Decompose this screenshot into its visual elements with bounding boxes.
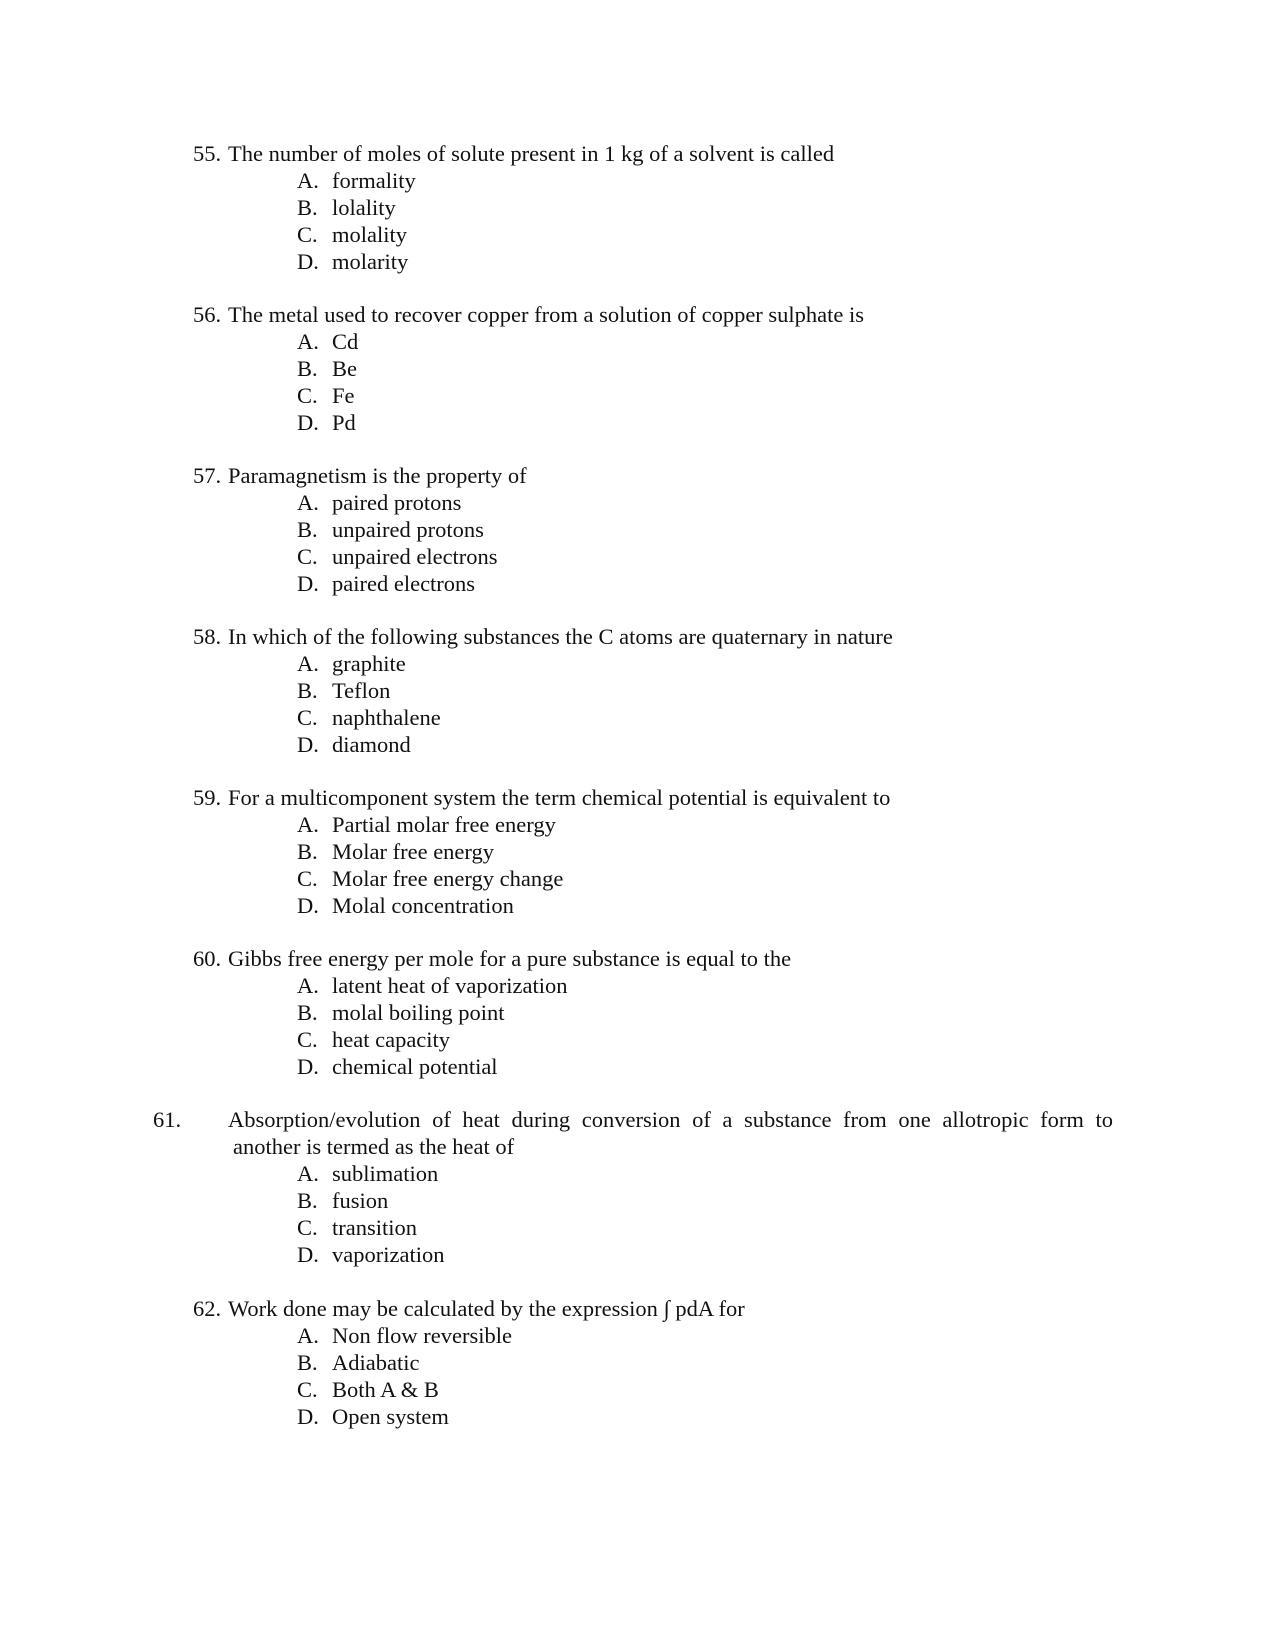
option-letter: B. <box>297 1188 318 1213</box>
question-text: Absorption/evolution of heat during conversion of a substance from one allotropic form to another is termed as the heat of <box>228 1107 1113 1159</box>
option-c <box>297 704 1073 731</box>
option-list <box>193 1322 1073 1430</box>
option-letter: A. <box>297 168 319 193</box>
option-c <box>297 543 1073 570</box>
option-text: unpaired protons <box>332 517 484 542</box>
option-letter: A. <box>297 1323 319 1348</box>
option-text: paired protons <box>332 490 462 515</box>
question-number: 55. <box>193 141 222 166</box>
option-text: heat capacity <box>332 1027 451 1052</box>
option-letter: B. <box>297 678 318 703</box>
option-d <box>297 570 1073 597</box>
option-text: Partial molar free energy <box>332 812 556 837</box>
option-text: Both A & B <box>332 1377 439 1402</box>
option-letter: C. <box>297 1027 318 1052</box>
option-letter: A. <box>297 651 319 676</box>
option-text: Non flow reversible <box>332 1323 512 1348</box>
option-a <box>297 489 1073 516</box>
option-letter: B. <box>297 1000 318 1025</box>
question-number: 62. <box>193 1296 222 1321</box>
option-letter: D. <box>297 1242 319 1267</box>
question-number: 59. <box>193 785 222 810</box>
option-list <box>193 328 1073 436</box>
option-b <box>297 999 1073 1026</box>
option-text: vaporization <box>332 1242 445 1267</box>
option-list <box>193 489 1073 597</box>
option-c <box>297 382 1073 409</box>
option-letter: A. <box>297 973 319 998</box>
option-text: molality <box>332 222 407 247</box>
option-text: molarity <box>332 249 409 274</box>
option-b <box>297 838 1073 865</box>
option-text: Molar free energy <box>332 839 495 864</box>
option-letter: D. <box>297 1054 319 1079</box>
option-letter: D. <box>297 249 319 274</box>
option-b <box>297 194 1073 221</box>
question-57 <box>193 462 1073 597</box>
option-list <box>193 811 1073 919</box>
question-stem <box>193 140 1073 167</box>
option-text: Pd <box>332 410 356 435</box>
option-a <box>297 1322 1073 1349</box>
question-stem <box>153 1106 1113 1160</box>
option-c <box>297 1214 1073 1241</box>
option-a <box>297 328 1073 355</box>
option-a <box>297 650 1073 677</box>
option-b <box>297 355 1073 382</box>
option-text: molal boiling point <box>332 1000 505 1025</box>
option-text: chemical potential <box>332 1054 498 1079</box>
option-d <box>297 1241 1073 1268</box>
question-58 <box>193 623 1073 758</box>
option-letter: C. <box>297 544 318 569</box>
question-stem <box>193 462 1073 489</box>
option-letter: A. <box>297 1161 319 1186</box>
option-letter: A. <box>297 490 319 515</box>
option-letter: B. <box>297 517 318 542</box>
option-b <box>297 677 1073 704</box>
option-text: latent heat of vaporization <box>332 973 568 998</box>
option-text: Molal concentration <box>332 893 514 918</box>
option-letter: C. <box>297 222 318 247</box>
option-text: Molar free energy change <box>332 866 564 891</box>
question-stem <box>193 784 1073 811</box>
option-a <box>297 167 1073 194</box>
option-b <box>297 1187 1073 1214</box>
option-list <box>193 650 1073 758</box>
option-letter: D. <box>297 410 319 435</box>
option-text: transition <box>332 1215 417 1240</box>
option-letter: A. <box>297 812 319 837</box>
option-text: Teflon <box>332 678 391 703</box>
option-b <box>297 1349 1073 1376</box>
option-text: fusion <box>332 1188 389 1213</box>
option-letter: A. <box>297 329 319 354</box>
question-56 <box>193 301 1073 436</box>
question-60 <box>193 945 1073 1080</box>
question-stem <box>193 1295 1073 1322</box>
option-list <box>193 1160 1073 1268</box>
option-a <box>297 972 1073 999</box>
option-text: diamond <box>332 732 411 757</box>
question-text: The metal used to recover copper from a solution of copper sulphate is <box>228 302 865 327</box>
question-number: 57. <box>193 463 222 488</box>
question-text: Work done may be calculated by the expression ∫ pdA for <box>228 1296 745 1321</box>
question-stem <box>193 945 1073 972</box>
option-text: formality <box>332 168 416 193</box>
option-letter: D. <box>297 571 319 596</box>
option-b <box>297 516 1073 543</box>
option-text: Cd <box>332 329 359 354</box>
option-text: Be <box>332 356 357 381</box>
question-text: For a multicomponent system the term chemical potential is equivalent to <box>228 785 891 810</box>
option-text: naphthalene <box>332 705 441 730</box>
option-text: lolality <box>332 195 396 220</box>
option-d <box>297 1403 1073 1430</box>
option-d <box>297 409 1073 436</box>
option-c <box>297 221 1073 248</box>
option-d <box>297 731 1073 758</box>
question-number: 61. <box>153 1107 182 1132</box>
option-list <box>193 972 1073 1080</box>
question-text: Paramagnetism is the property of <box>228 463 527 488</box>
question-59 <box>193 784 1073 919</box>
option-text: paired electrons <box>332 571 476 596</box>
option-letter: B. <box>297 356 318 381</box>
option-text: Adiabatic <box>332 1350 420 1375</box>
option-letter: C. <box>297 705 318 730</box>
option-letter: B. <box>297 195 318 220</box>
question-number: 56. <box>193 302 222 327</box>
option-d <box>297 1053 1073 1080</box>
question-61 <box>153 1106 1113 1268</box>
question-stem <box>193 301 1073 328</box>
option-letter: D. <box>297 1404 319 1429</box>
option-a <box>297 811 1073 838</box>
option-c <box>297 865 1073 892</box>
option-letter: C. <box>297 1377 318 1402</box>
option-d <box>297 248 1073 275</box>
question-text: Gibbs free energy per mole for a pure substance is equal to the <box>228 946 792 971</box>
option-text: graphite <box>332 651 406 676</box>
option-text: unpaired electrons <box>332 544 498 569</box>
option-a <box>297 1160 1073 1187</box>
option-text: Open system <box>332 1404 449 1429</box>
option-letter: C. <box>297 1215 318 1240</box>
option-letter: D. <box>297 893 319 918</box>
option-letter: C. <box>297 383 318 408</box>
option-c <box>297 1376 1073 1403</box>
option-letter: B. <box>297 1350 318 1375</box>
option-letter: D. <box>297 732 319 757</box>
question-text: The number of moles of solute present in 1 kg of a solvent is called <box>228 141 835 166</box>
question-number: 60. <box>193 946 222 971</box>
question-55 <box>193 140 1073 275</box>
question-text: In which of the following substances the C atoms are quaternary in nature <box>228 624 893 649</box>
question-62 <box>193 1295 1073 1430</box>
option-letter: C. <box>297 866 318 891</box>
option-letter: B. <box>297 839 318 864</box>
option-d <box>297 892 1073 919</box>
option-text: Fe <box>332 383 355 408</box>
option-list <box>193 167 1073 275</box>
question-number: 58. <box>193 624 222 649</box>
option-c <box>297 1026 1073 1053</box>
question-stem <box>193 623 1073 650</box>
option-text: sublimation <box>332 1161 439 1186</box>
